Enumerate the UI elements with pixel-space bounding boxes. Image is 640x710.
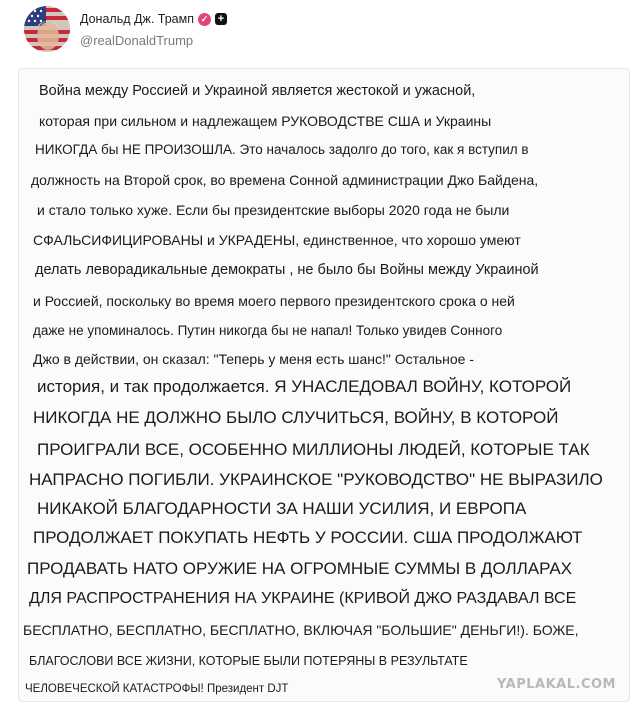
post-text-line: ПРОИГРАЛИ ВСЕ, ОСОБЕННО МИЛЛИОНЫ ЛЮДЕЙ, КОТОРЫЕ ТАК [37, 440, 590, 459]
post-text-line: НИКОГДА бы НЕ ПРОИЗОШЛА. Это началось задолго до того, как я вступил в [35, 142, 529, 157]
avatar[interactable] [24, 6, 70, 52]
post-text-line: НИКАКОЙ БЛАГОДАРНОСТИ ЗА НАШИ УСИЛИЯ, И ЕВРОПА [37, 499, 527, 518]
post-text-line: которая при сильном и надлежащем РУКОВОДСТВЕ США и Украины [39, 113, 492, 129]
post-text-line: даже не упоминалось. Путин никогда бы не напал! Только увидев Сонного [33, 323, 503, 338]
post-body [18, 68, 630, 702]
post-text-line: Война между Россией и Украиной является жестокой и ужасной, [39, 83, 476, 99]
watermark: YAPLAKAL.COM [497, 677, 616, 692]
post-text-line: и стало только хуже. Если бы президентские выборы 2020 года не были [37, 202, 510, 218]
post-card [10, 0, 636, 708]
display-name[interactable]: Дональд Дж. Трамп [80, 12, 194, 26]
plus-badge-icon: + [215, 13, 227, 25]
post-header [10, 0, 636, 60]
post-text-line: Джо в действии, он сказал: "Теперь у меня есть шанс!" Остальное - [33, 351, 475, 367]
name-row [80, 10, 227, 28]
post-text-line: и Россией, поскольку во время моего первого президентского срока о ней [33, 293, 515, 309]
user-handle[interactable]: @realDonaldTrump [80, 33, 194, 48]
verified-badge-icon: ✓ [198, 13, 211, 26]
post-text-line: БЕСПЛАТНО, БЕСПЛАТНО, БЕСПЛАТНО, ВКЛЮЧАЯ "БОЛЬШИЕ" ДЕНЬГИ!). БОЖЕ, [23, 622, 579, 638]
post-text-line: ДЛЯ РАСПРОСТРАНЕНИЯ НА УКРАИНЕ (КРИВОЙ ДЖО РАЗДАВАЛ ВСЕ [29, 590, 577, 607]
post-text-line: делать леворадикальные демократы , не было бы Войны между Украиной [35, 262, 539, 278]
post-text-line: НАПРАСНО ПОГИБЛИ. УКРАИНСКОЕ "РУКОВОДСТВО" НЕ ВЫРАЗИЛО [29, 470, 603, 489]
post-text-line: ПРОДОЛЖАЕТ ПОКУПАТЬ НЕФТЬ У РОССИИ. США ПРОДОЛЖАЮТ [33, 528, 583, 547]
post-text-line: должность на Второй срок, во времена Сонной администрации Джо Байдена, [31, 172, 539, 188]
post-text-line: ЧЕЛОВЕЧЕСКОЙ КАТАСТРОФЫ! Президент DJT [25, 683, 289, 695]
post-text-line: ПРОДАВАТЬ НАТО ОРУЖИЕ НА ОГРОМНЫЕ СУММЫ В ДОЛЛАРАХ [27, 559, 573, 578]
post-text-line: СФАЛЬСИФИЦИРОВАНЫ и УКРАДЕНЫ, единственное, что хорошо умеют [33, 232, 521, 248]
avatar-image-icon [24, 6, 70, 52]
post-text-line: БЛАГОСЛОВИ ВСЕ ЖИЗНИ, КОТОРЫЕ БЫЛИ ПОТЕРЯНЫ В РЕЗУЛЬТАТЕ [29, 654, 468, 668]
post-text-line: НИКОГДА НЕ ДОЛЖНО БЫЛО СЛУЧИТЬСЯ, ВОЙНУ, В КОТОРОЙ [33, 408, 559, 427]
post-text-line: история, и так продолжается. Я УНАСЛЕДОВАЛ ВОЙНУ, КОТОРОЙ [37, 377, 572, 396]
